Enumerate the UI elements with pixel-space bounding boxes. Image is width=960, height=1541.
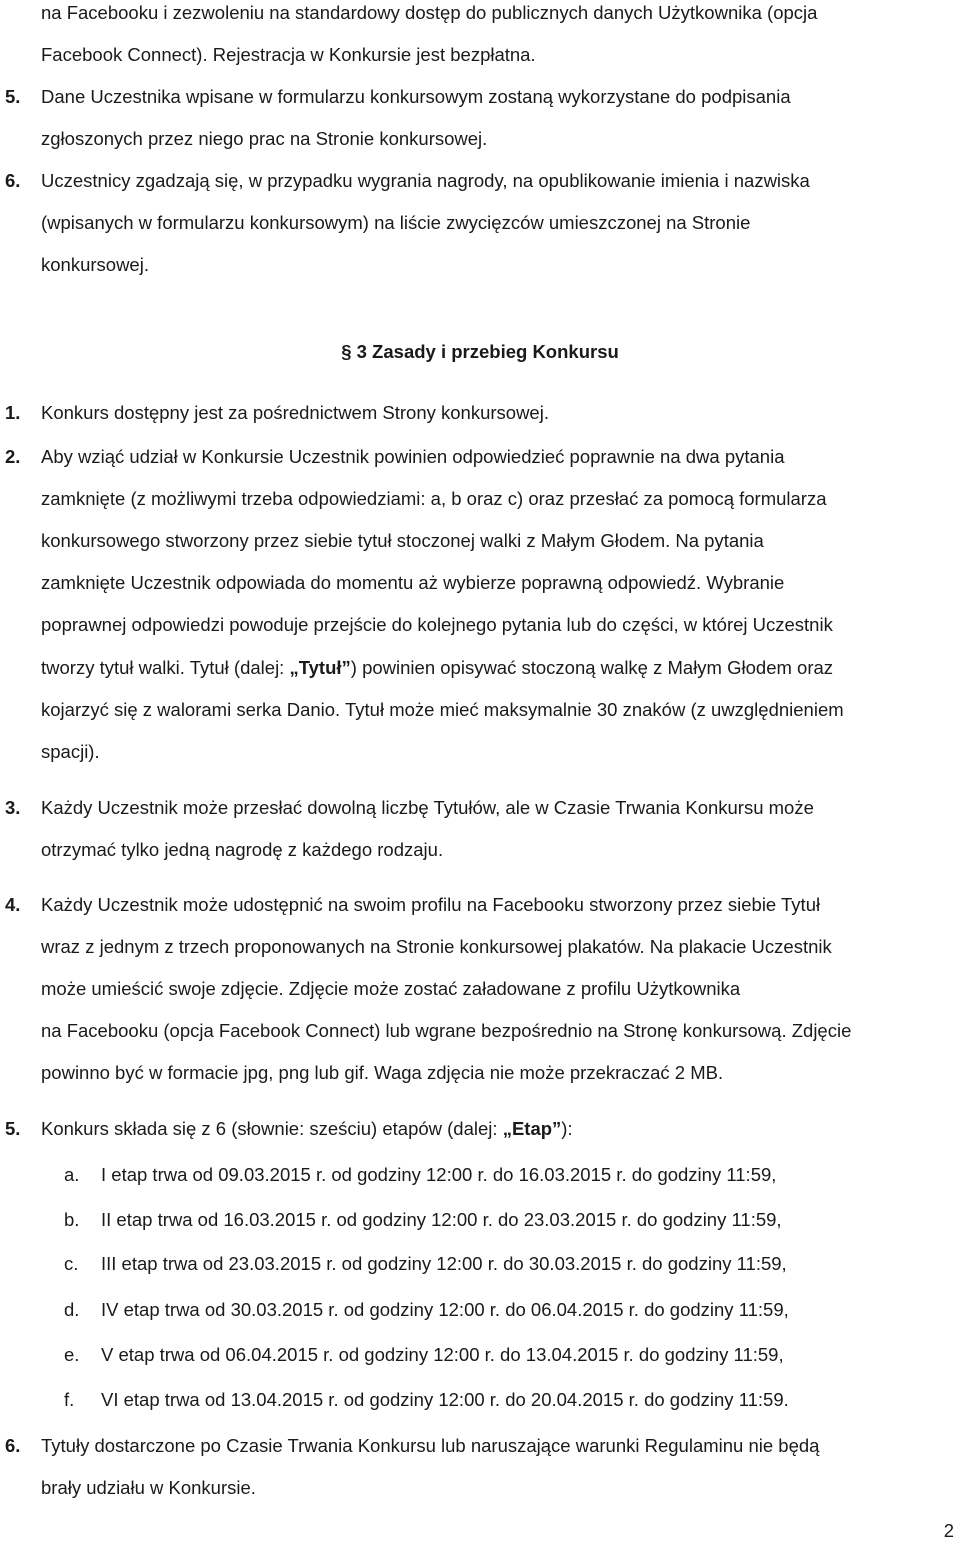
text-fragment: ):: [561, 1118, 573, 1139]
paragraph-line: powinno być w formacie jpg, png lub gif. Waga zdjęcia nie może przekraczać 2 MB.: [41, 1062, 724, 1083]
stage-text: V etap trwa od 06.04.2015 r. od godziny 12:00 r. do 13.04.2015 r. do godziny 11:59,: [101, 1344, 784, 1365]
text-fragment: tworzy tytuł walki. Tytuł (dalej:: [41, 657, 290, 678]
paragraph-line: Każdy Uczestnik może udostępnić na swoim profilu na Facebooku stworzony przez siebie Tytuł: [41, 894, 821, 915]
item-number: 3.: [5, 797, 21, 818]
text-fragment: Konkurs składa się z 6 (słownie: sześciu) etapów (dalej:: [41, 1118, 503, 1139]
paragraph-line: zgłoszonych przez niego prac na Stronie konkursowej.: [41, 128, 488, 149]
paragraph-line: Uczestnicy zgadzają się, w przypadku wygrania nagrody, na opublikowanie imienia i nazwiska: [41, 170, 810, 191]
paragraph-line: na Facebooku (opcja Facebook Connect) lub wgrane bezpośrednio na Stronę konkursową. Zdjęcie: [41, 1020, 852, 1041]
stage-letter: f.: [64, 1389, 75, 1410]
stage-text: IV etap trwa od 30.03.2015 r. od godziny 12:00 r. do 06.04.2015 r. do godziny 11:59,: [101, 1299, 789, 1320]
stage-text: III etap trwa od 23.03.2015 r. od godziny 12:00 r. do 30.03.2015 r. do godziny 11:59,: [101, 1253, 787, 1274]
stage-text: I etap trwa od 09.03.2015 r. od godziny 12:00 r. do 16.03.2015 r. do godziny 11:59,: [101, 1164, 777, 1185]
paragraph-line: wraz z jednym z trzech proponowanych na Stronie konkursowej plakatów. Na plakacie Uczestnik: [41, 936, 832, 957]
section-heading: § 3 Zasady i przebieg Konkursu: [341, 341, 619, 362]
item-number: 5.: [5, 1118, 21, 1139]
item-number: 5.: [5, 86, 21, 107]
paragraph-line: zamknięte Uczestnik odpowiada do momentu aż wybierze poprawną odpowiedź. Wybranie: [41, 572, 785, 593]
stage-letter: e.: [64, 1344, 80, 1365]
paragraph-line: Dane Uczestnika wpisane w formularzu konkursowym zostaną wykorzystane do podpisania: [41, 86, 791, 107]
paragraph-line: otrzymać tylko jedną nagrodę z każdego rodzaju.: [41, 839, 444, 860]
paragraph-line: brały udziału w Konkursie.: [41, 1477, 256, 1498]
intro-line-2: Facebook Connect). Rejestracja w Konkursie jest bezpłatna.: [41, 44, 536, 65]
paragraph-line: konkursowej.: [41, 254, 149, 275]
stage-letter: c.: [64, 1253, 79, 1274]
item-number: 6.: [5, 170, 21, 191]
paragraph-line: zamknięte (z możliwymi trzeba odpowiedziami: a, b oraz c) oraz przesłać za pomocą formularza: [41, 488, 827, 509]
item-number: 1.: [5, 402, 21, 423]
stage-letter: b.: [64, 1209, 80, 1230]
item-number: 2.: [5, 446, 21, 467]
paragraph-line: [41, 1117, 956, 1141]
paragraph-line: Każdy Uczestnik może przesłać dowolną liczbę Tytułów, ale w Czasie Trwania Konkursu może: [41, 797, 814, 818]
defined-term: „Etap”: [502, 1118, 562, 1139]
paragraph-line: [41, 656, 956, 680]
paragraph-line: poprawnej odpowiedzi powoduje przejście do kolejnego pytania lub do części, w której Uczestnik: [41, 614, 833, 635]
paragraph-line: spacji).: [41, 741, 100, 762]
intro-line-1: na Facebooku i zezwoleniu na standardowy dostęp do publicznych danych Użytkownika (opcja: [41, 2, 818, 23]
paragraph-line: Tytuły dostarczone po Czasie Trwania Konkursu lub naruszające warunki Regulaminu nie będą: [41, 1435, 820, 1456]
paragraph-line: Konkurs dostępny jest za pośrednictwem Strony konkursowej.: [41, 402, 549, 423]
paragraph-line: kojarzyć się z walorami serka Danio. Tytuł może mieć maksymalnie 30 znaków (z uwzględnieniem: [41, 699, 844, 720]
item-number: 6.: [5, 1435, 21, 1456]
stage-text: II etap trwa od 16.03.2015 r. od godziny 12:00 r. do 23.03.2015 r. do godziny 11:59,: [101, 1209, 782, 1230]
paragraph-line: może umieścić swoje zdjęcie. Zdjęcie może zostać załadowane z profilu Użytkownika: [41, 978, 741, 999]
paragraph-line: Aby wziąć udział w Konkursie Uczestnik powinien odpowiedzieć poprawnie na dwa pytania: [41, 446, 785, 467]
page-number: 2: [943, 1520, 954, 1541]
stage-text: VI etap trwa od 13.04.2015 r. od godziny 12:00 r. do 20.04.2015 r. do godziny 11:59.: [101, 1389, 789, 1410]
text-fragment: ) powinien opisywać stoczoną walkę z Małym Głodem oraz: [350, 657, 834, 678]
stage-letter: d.: [64, 1299, 80, 1320]
paragraph-line: (wpisanych w formularzu konkursowym) na liście zwycięzców umieszczonej na Stronie: [41, 212, 751, 233]
paragraph-line: konkursowego stworzony przez siebie tytuł stoczonej walki z Małym Głodem. Na pytania: [41, 530, 764, 551]
defined-term: „Tytuł”: [289, 657, 351, 678]
stage-letter: a.: [64, 1164, 80, 1185]
item-number: 4.: [5, 894, 21, 915]
